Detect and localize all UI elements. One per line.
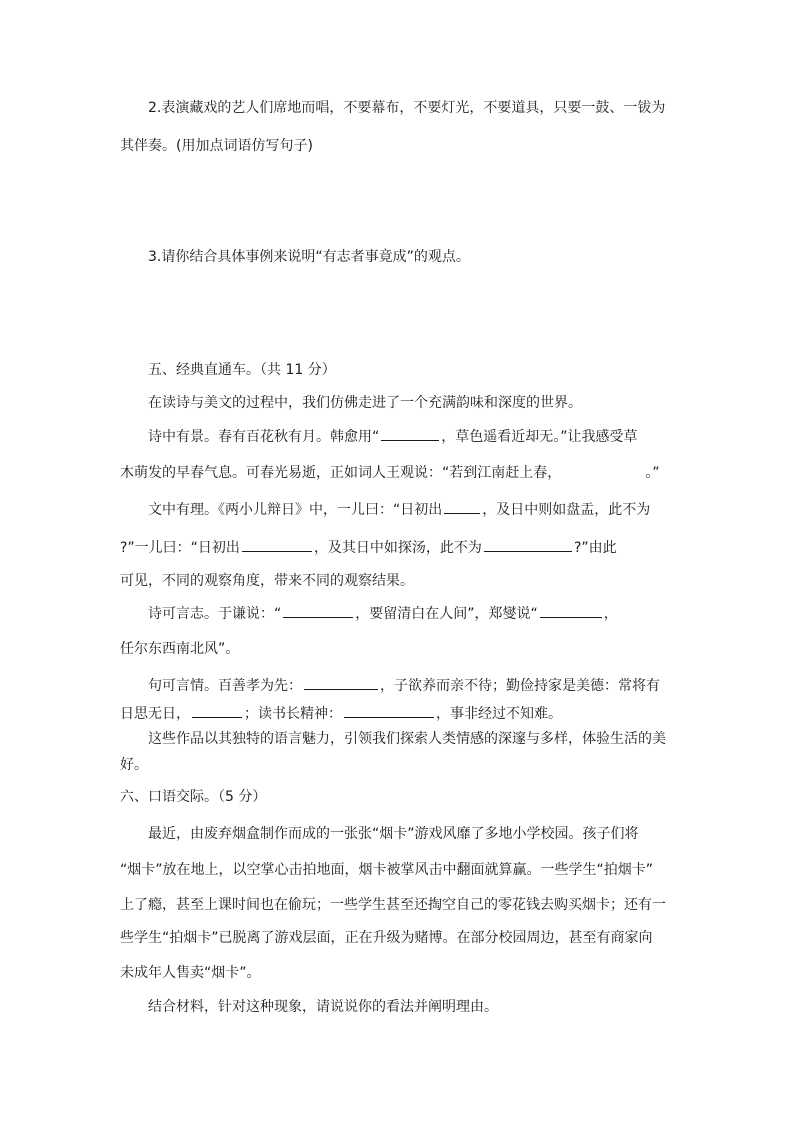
- section5-p2-line2: [120, 537, 617, 558]
- fill-blank[interactable]: [540, 603, 602, 618]
- text: ，子欲养而亲不待；勤俭持家是美德：常将有: [380, 678, 660, 694]
- fill-blank[interactable]: [242, 537, 312, 552]
- text: 木萌发的早春气息。可春光易逝，正如词人王观说：“若到江南赶上春，: [120, 465, 562, 481]
- section6-material-line3: 上了瘾，甚至上课时间也在偷玩；一些学生甚至还掏空自己的零花钱去购买烟卡；还有一: [120, 897, 666, 913]
- section5-p1-line1: [148, 426, 638, 447]
- text: 文中有理。《两小儿辩日》中，一儿曰：“日初出: [148, 502, 443, 518]
- section6-material-line4: 些学生“拍烟卡”已脱离了游戏层面，正在升级为赌博。在部分校园周边，甚至有商家向: [120, 930, 653, 946]
- section6-material-line5: 未成年人售卖“烟卡”。: [120, 965, 261, 981]
- section5-intro: 在读诗与美文的过程中，我们仿佛走进了一个充满韵味和深度的世界。: [148, 395, 582, 411]
- section6-task: 结合材料，针对这种现象，请说说你的看法并阐明理由。: [148, 999, 498, 1015]
- section6-material-line1: 最近，由废弃烟盒制作而成的一张张“烟卡”游戏风靡了多地小学校园。孩子们将: [148, 826, 639, 842]
- text: ，草色遥看近却无。”让我感受草: [441, 429, 638, 445]
- text: ?”由此: [573, 540, 617, 556]
- section5-p2-line1: [148, 499, 650, 520]
- text: ，要留清白在人间”，郑燮说“: [355, 606, 538, 622]
- fill-blank[interactable]: [381, 426, 439, 441]
- text: ，及其日中如探汤，此不为: [313, 540, 482, 556]
- fill-blank[interactable]: [192, 703, 242, 718]
- text: 诗可言志。于谦说：“: [148, 606, 282, 622]
- section5-p5-line2: 好。: [120, 757, 148, 773]
- text: ，: [603, 606, 618, 622]
- section5-p3-line2: 任尔东西南北风”。: [120, 641, 240, 657]
- text: 句可言情。百善孝为先：: [148, 678, 302, 694]
- q2-line2: 其伴奏。(用加点词语仿写句子): [120, 138, 313, 154]
- fill-blank[interactable]: [304, 675, 378, 690]
- fill-blank[interactable]: [283, 603, 353, 618]
- q3-line1: 3.请你结合具体事例来说明“有志者事竟成”的观点。: [148, 249, 470, 265]
- text: 日思无日，: [120, 706, 190, 722]
- text: ，及日中则如盘盂，此不为: [482, 502, 651, 518]
- section6-material-line2: “烟卡”放在地上，以空掌心击拍地面，烟卡被掌风击中翻面就算赢。一些学生“拍烟卡”: [120, 862, 654, 878]
- section5-p4-line2: [120, 703, 562, 724]
- section5-heading: 五、经典直通车。（共 11 分）: [148, 362, 336, 378]
- text: ?”一儿曰：“日初出: [120, 540, 240, 556]
- fill-blank[interactable]: [563, 462, 643, 477]
- section6-heading: 六、口语交际。（5 分）: [120, 789, 267, 805]
- section5-p1-line2: [120, 462, 660, 483]
- fill-blank[interactable]: [484, 537, 572, 552]
- fill-blank[interactable]: [444, 499, 480, 514]
- text: ；读书长精神：: [244, 706, 342, 722]
- section5-p5-line1: 这些作品以其独特的语言魅力，引领我们探索人类情感的深邃与多样，体验生活的美: [148, 731, 666, 747]
- fill-blank[interactable]: [344, 703, 434, 718]
- text: ，事非经过不知难。: [436, 706, 562, 722]
- q2-line1: 2.表演藏戏的艺人们席地而唱，不要幕布，不要灯光，不要道具，只要一鼓、一钹为: [148, 100, 666, 116]
- section5-p4-line1: [148, 675, 660, 696]
- section5-p2-line3: 可见，不同的观察角度，带来不同的观察结果。: [120, 573, 414, 589]
- section5-p3-line1: [148, 603, 618, 624]
- text: 诗中有景。春有百花秋有月。韩愈用“: [148, 429, 380, 445]
- text: 。”: [645, 465, 660, 481]
